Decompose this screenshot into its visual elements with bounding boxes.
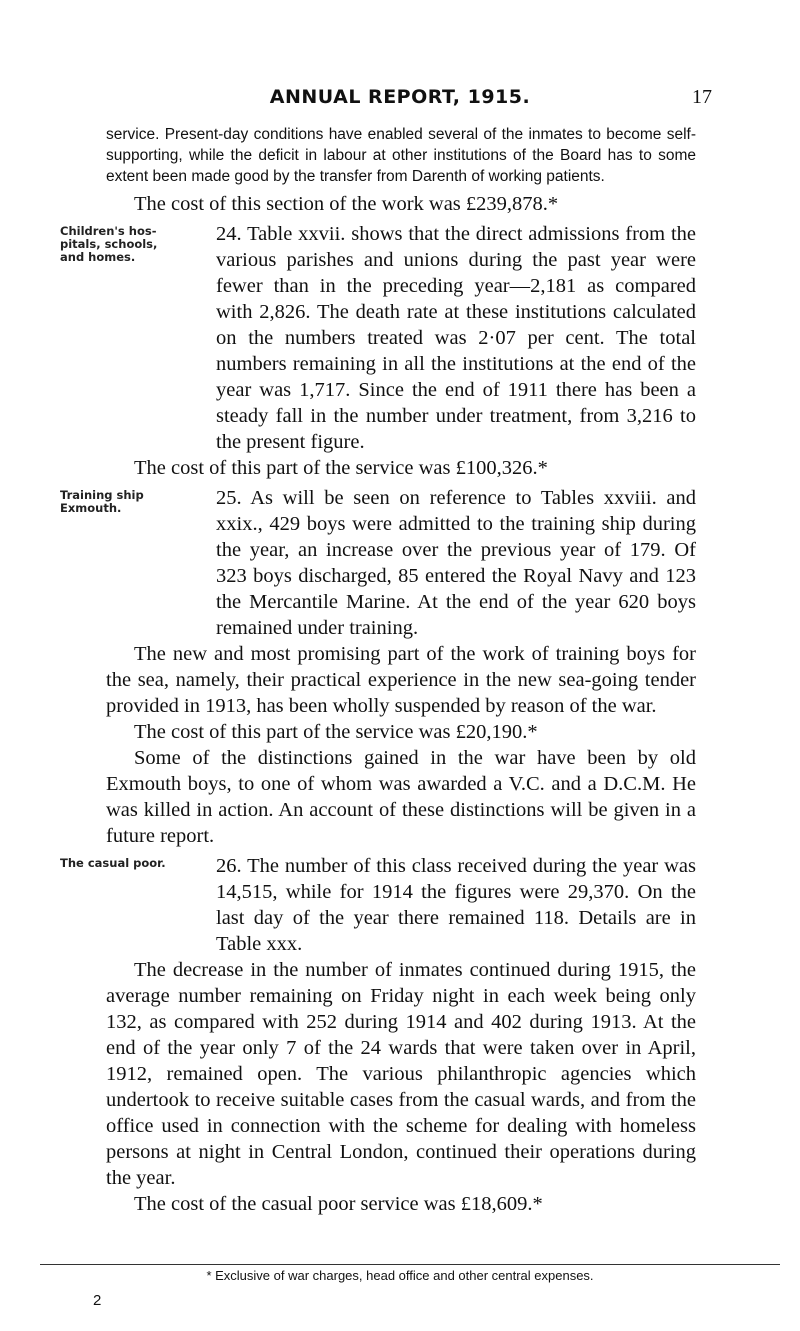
section-paragraph: The new and most promising part of the work of training boys for the sea, namely, their practical experience in the new sea-going tender provided in 1913, has been wholly suspended by reason of the war. <box>106 643 696 717</box>
section-childrens-hospitals <box>60 221 696 481</box>
section-training-ship <box>60 485 696 849</box>
sidenote-training-ship: Training ship Exmouth. <box>60 488 144 515</box>
section-paragraph: 25. As will be seen on reference to Tables xxviii. and xxix., 429 boys were admitted to the training ship during the year, an increase over the previous year of 179. Of 323 boys discharged, 85 entered the Royal Navy and 123 the Mercantile Marine. At the end of the year 620 boys remained under training. <box>216 487 696 639</box>
sidenote-childrens-hospitals: Children's hos- pitals, schools, and homes. <box>60 224 158 264</box>
footnote: * Exclusive of war charges, head office and other central expenses. <box>206 1268 594 1283</box>
section-paragraph: 24. Table xxvii. shows that the direct admissions from the various parishes and unions during the past year were fewer than in the preceding year—2,181 as compared with 2,826. The death rate at these institutions calculated on the numbers treated was 2·07 per cent. The total numbers remaining in all the institutions at the end of the year was 1,717. Since the end of 1911 there has been a steady fall in the number under treatment, from 3,216 to the present figure. <box>216 223 696 453</box>
body-text <box>60 124 696 1217</box>
running-head: ANNUAL REPORT, 1915. <box>269 86 531 108</box>
intro-cost-paragraph: The cost of this section of the work was £239,878.* <box>134 193 559 215</box>
section-paragraph: 26. The number of this class received during the year was 14,515, while for 1914 the figures were 29,370. On the last day of the year there remained 118. Details are in Table xxx. <box>216 855 696 955</box>
section-paragraph: The decrease in the number of inmates continued during 1915, the average number remaining on Friday night in each week being only 132, as compared with 252 during 1914 and 402 during 1913. At the end of the year only 7 of the 24 wards that were taken over in April, 1912, remained open. The various philanthropic agencies which undertook to receive suitable cases from the casual wards, and from the office used in connection with the scheme for dealing with homeless persons at night in Central London, continued their operations during the year. <box>106 959 696 1189</box>
page-number: 17 <box>692 86 712 108</box>
footnote-rule <box>40 1264 780 1265</box>
signature-mark: 2 <box>93 1292 102 1309</box>
section-paragraph: Some of the distinctions gained in the war have been by old Exmouth boys, to one of whom was awarded a V.C. and a D.C.M. He was killed in action. An account of these distinctions will be given in a future report. <box>106 747 696 847</box>
section-casual-poor <box>60 853 696 1217</box>
section-paragraph: The cost of this part of the service was £20,190.* <box>134 721 538 743</box>
section-paragraph: The cost of the casual poor service was £18,609.* <box>134 1193 543 1215</box>
intro-paragraph: service. Present-day conditions have enabled several of the inmates to become self-supporting, while the deficit in labour at other institutions of the Board has to some extent been made good by the transfer from Darenth of working patients. <box>106 126 696 185</box>
page-header <box>0 80 800 116</box>
section-paragraph: The cost of this part of the service was £100,326.* <box>134 457 548 479</box>
sidenote-casual-poor: The casual poor. <box>60 856 166 870</box>
